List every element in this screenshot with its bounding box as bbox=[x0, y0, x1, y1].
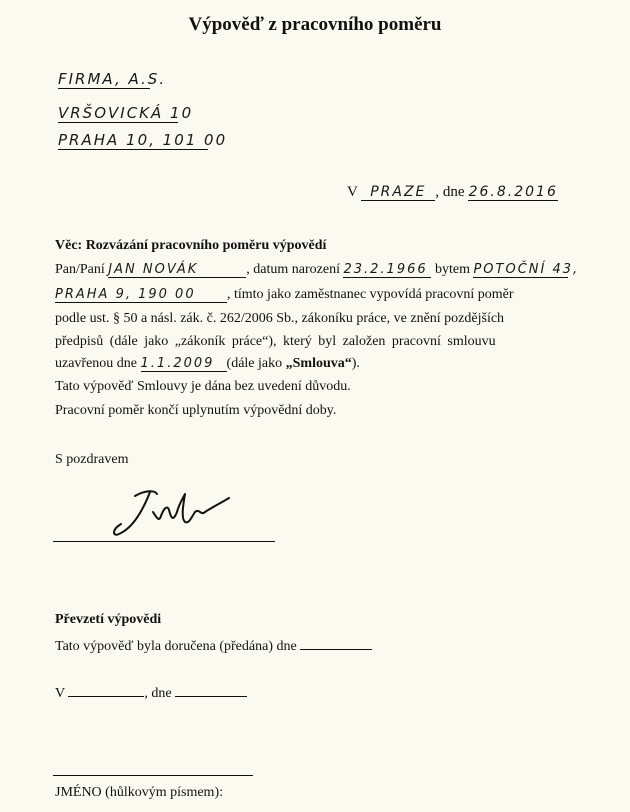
receipt-heading: Převzetí výpovědi bbox=[55, 612, 162, 627]
document-title: Výpověď z pracovního poměru bbox=[188, 14, 442, 35]
sender-street: VRŠOVICKÁ 10 bbox=[58, 104, 194, 122]
place-label: V bbox=[347, 184, 358, 200]
sender-line-3 bbox=[58, 131, 228, 150]
body-line-3: podle ust. § 50 a násl. zák. č. 262/2006 Sb., zákoníku práce, ve znění pozdějších bbox=[55, 311, 505, 326]
name-signature-line[interactable] bbox=[53, 775, 253, 776]
address-line-1: POTOČNÍ 43, bbox=[473, 262, 580, 277]
closing-paren: ). bbox=[351, 356, 360, 371]
body-line-5 bbox=[55, 356, 360, 372]
receipt-place-field[interactable] bbox=[68, 684, 144, 697]
concluded-label: uzavřenou dne bbox=[55, 356, 138, 371]
hereinafter-label: (dále jako bbox=[226, 356, 286, 371]
delivered-label: Tato výpověď byla doručena (předána) dne bbox=[55, 639, 297, 654]
receipt-place-date-line bbox=[55, 684, 247, 702]
subject-heading: Věc: Rozvázání pracovního poměru výpovědí bbox=[55, 238, 327, 253]
body-line-6: Tato výpověď Smlouvy je dána bez uvedení důvodu. bbox=[55, 379, 351, 394]
body-line-7: Pracovní poměr končí uplynutím výpovědní doby. bbox=[55, 403, 337, 418]
body-line-4: předpisů (dále jako „zákoník práce“), který byl založen pracovní smlouvu bbox=[55, 334, 496, 349]
name-block-letters-label: JMÉNO (hůlkovým písmem): bbox=[55, 785, 223, 800]
pan-label: Pan/Paní bbox=[55, 262, 105, 277]
contract-date: 1.1.2009 bbox=[141, 356, 227, 372]
sender-company: FIRMA, A.S. bbox=[58, 70, 167, 88]
bytem-label: bytem bbox=[434, 262, 470, 277]
dob-value: 23.2.1966 bbox=[343, 262, 431, 278]
receipt-delivered-line bbox=[55, 637, 372, 655]
contract-term: „Smlouva“ bbox=[285, 356, 352, 371]
employee-name: JAN NOVÁK bbox=[108, 262, 246, 278]
sender-city: PRAHA 10, 101 00 bbox=[58, 131, 228, 149]
body-line-2 bbox=[55, 287, 514, 303]
dob-label: , datum narození bbox=[246, 262, 340, 277]
body-line-2-text: , tímto jako zaměstnanec vypovídá pracovní poměr bbox=[227, 287, 514, 302]
receipt-date-label: , dne bbox=[144, 686, 172, 701]
delivered-date-field[interactable] bbox=[300, 637, 372, 650]
date-label: , dne bbox=[435, 184, 465, 200]
place-value: PRAZE bbox=[361, 184, 435, 201]
receipt-date-field[interactable] bbox=[175, 684, 247, 697]
sender-line-2 bbox=[58, 104, 194, 123]
date-value: 26.8.2016 bbox=[468, 184, 558, 200]
signature-line bbox=[53, 541, 275, 542]
place-date-line bbox=[347, 184, 558, 201]
address-line-2: PRAHA 9, 190 00 bbox=[55, 287, 227, 303]
body-line-1 bbox=[55, 262, 580, 278]
receipt-place-label: V bbox=[55, 686, 65, 701]
greeting: S pozdravem bbox=[55, 452, 129, 467]
sender-line-1 bbox=[58, 70, 167, 89]
signature bbox=[95, 482, 255, 542]
